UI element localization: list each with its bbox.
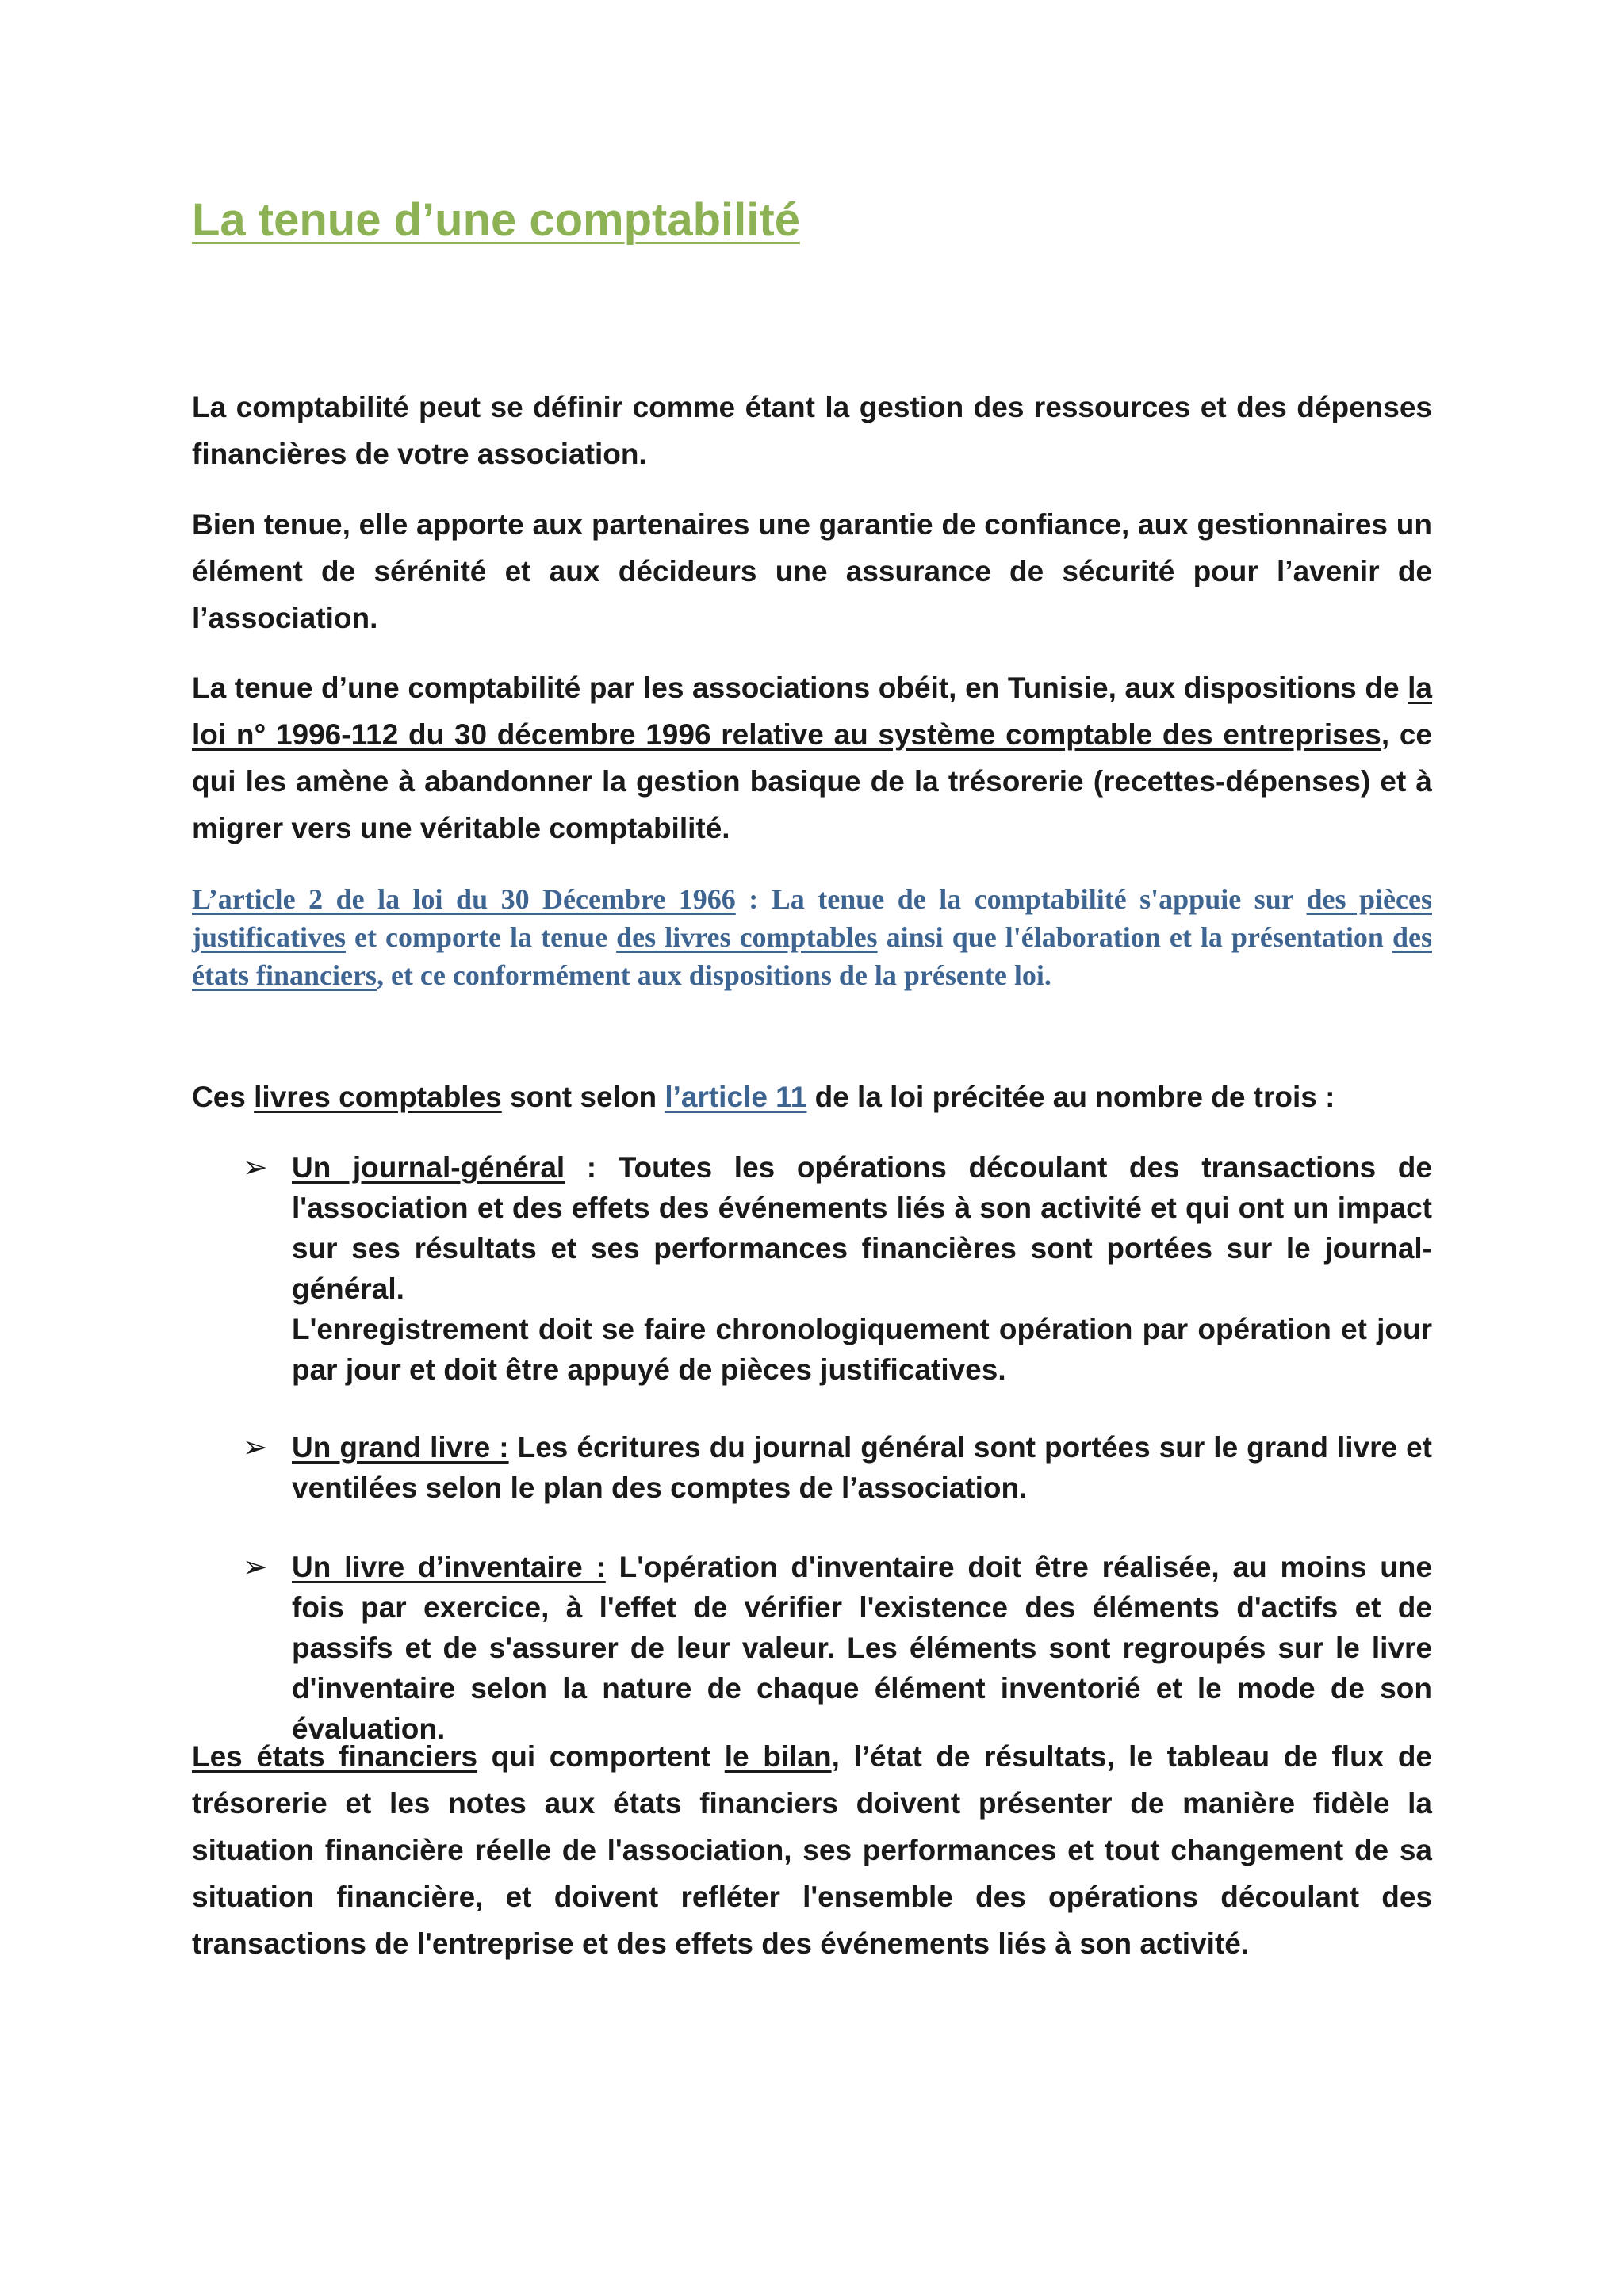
page-title: La tenue d’une comptabilité [192,194,800,246]
book-name: Un journal-général [292,1151,565,1184]
book-name: Un grand livre : [292,1431,509,1464]
bilan-term[interactable]: le bilan [724,1740,832,1773]
article-2-link[interactable]: L’article 2 de la loi du 30 Décembre 1966 [192,883,736,915]
arrowhead-bullet-icon: ➢ [243,1151,268,1184]
livres-comptables-term[interactable]: livres comptables [254,1081,502,1113]
livres-comptables-link[interactable]: des livres comptables [616,921,878,953]
financial-statements-paragraph: Les états financiers qui comportent le bilan, l’état de résultats, le tableau de flux de trésorerie et les notes aux états financiers doivent présenter de manière fidèle la situation financière réelle de l'association, ses performances et tout changement de sa situation financière, et doivent refléter l'ensemble des opérations découlant des transactions de l'entreprise et des effets des événements liés à son activité. [192,1740,1432,1960]
pieces-justificatives-link[interactable]: des pièces justificatives [192,883,1432,953]
book-name: Un livre d’inventaire : [292,1551,606,1583]
intro-paragraph-3: La tenue d’une comptabilité par les associations obéit, en Tunisie, aux dispositions de la loi n° 1996-112 du 30 décembre 1996 relative au système comptable des entreprises, ce qui les amène à abandonner la gestion basique de la trésorerie (recettes-dépenses) et à migrer vers une véritable comptabilité. [192,672,1432,844]
etats-financiers-term[interactable]: Les états financiers [192,1740,478,1773]
law-article-2-quote: L’article 2 de la loi du 30 Décembre 1966 : La tenue de la comptabilité s'appuie sur des pièces justificatives et comporte la tenue des livres comptables ainsi que l'élaboration et la présentation des états financiers, et ce conformément aux dispositions de la présente loi. [192,883,1432,991]
intro-paragraph-1: La comptabilité peut se définir comme étant la gestion des ressources et des dépenses financières de votre association. [192,391,1432,470]
intro-paragraph-2: Bien tenue, elle apporte aux partenaires une garantie de confiance, aux gestionnaires un élément de sérénité et aux décideurs une assurance de sécurité pour l’avenir de l’association. [192,508,1432,634]
arrowhead-bullet-icon: ➢ [243,1431,268,1464]
document-page: La tenue d’une comptabilité La comptabilité peut se définir comme étant la gestion des ressources et des dépenses financières de votre association. Bien tenue, elle apporte aux partenaires une garantie de confiance, aux gestionnaires un élément de sérénité et aux décideurs une assurance de sécurité pour l’avenir de l’association. La tenue d’une comptabilité par les associations obéit, en Tunisie, aux dispositions de la loi n° 1996-112 du 30 décembre 1996 relative au système comptable des entreprises, ce qui les amène à abandonner la gestion basique de la trésorerie (recettes-dépenses) et à migrer vers une véritable comptabilité. L’article 2 de la loi du 30 Décembre 1966 : La tenue de la comptabilité s'appuie sur des pièces justificatives et comporte la tenue des livres comptables ainsi que l'élaboration et la présentation des états financiers, et ce conformément aux dispositions de la présente loi. Ces livres comptables sont selon l’article 11 de la loi précitée au nombre de trois : ➢ Un journal-général : Toutes les opérations découlant des transactions de l'association et des effets des événements liés à son activité et qui ont un impact sur ses résultats et ses performances financières sont portées sur le journal-général. L'enregistrement doit se faire chronologiquement opération par opération et jour par jour et doit être appuyé de pièces justificatives. ➢ Un grand livre : Les écritures du journal général sont portées sur le grand livre et ventilées selon le plan des comptes de l’association. ➢ Un livre d’inventaire : L'opération d'inventaire doit être réalisée, au moins une fois par exercice, à l'effet de vérifier l'existence des éléments d'actifs et de passifs et de s'assurer de leur valeur. Les éléments sont regroupés sur le livre d'inventaire selon la nature de chaque élément inventorié et le mode de son évaluation. Les états financiers qui comportent le bilan, l’état de résultats, le tableau de flux de trésorerie et les notes aux états financiers doivent présenter de manière fidèle la situation financière réelle de l'association, ses performances et tout changement de sa situation financière, et doivent refléter l'ensemble des opérations découlant des transactions de l'entreprise et des effets des événements liés à son activité. [0,0,1624,2296]
arrowhead-bullet-icon: ➢ [243,1551,268,1584]
article-11-link[interactable]: l’article 11 [665,1081,807,1113]
etats-financiers-link[interactable]: des états financiers [192,921,1432,991]
books-intro: Ces livres comptables sont selon l’article 11 de la loi précitée au nombre de trois : [192,1081,1335,1113]
law-link[interactable]: la loi n° 1996-112 du 30 décembre 1996 relative au système comptable des entreprises [192,672,1432,751]
